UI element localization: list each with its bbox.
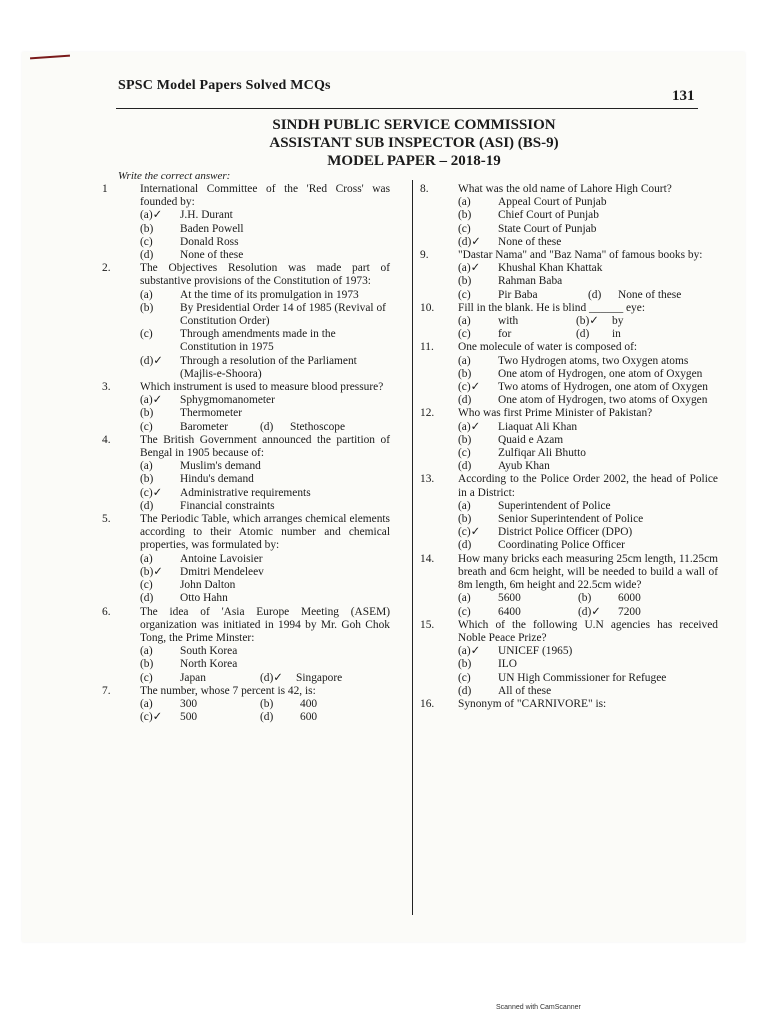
option-text: Two Hydrogen atoms, two Oxygen atoms	[498, 354, 689, 367]
option-label: (c)	[140, 420, 153, 433]
option-text: ILO	[498, 658, 517, 671]
option-text: 7200	[618, 605, 641, 618]
option-text: UN High Commissioner for Refugee	[498, 671, 667, 684]
option-text: Pir Baba	[498, 288, 538, 301]
question-4	[102, 433, 390, 513]
option-d	[458, 394, 718, 407]
option-label: (a)	[140, 288, 153, 301]
question-number: 6.	[102, 605, 111, 618]
option-label: (c)✓	[458, 526, 481, 539]
option-label: (c)	[140, 579, 153, 592]
option-text: Khushal Khan Khattak	[498, 262, 603, 275]
option-label: (d)	[458, 460, 472, 473]
book-title: SPSC Model Papers Solved MCQs	[118, 78, 331, 93]
option-text: Through a resolution of the Parliament (Majlis-e-Shoora)	[180, 354, 357, 380]
option-c	[140, 579, 390, 592]
option-text: Appeal Court of Punjab	[498, 196, 607, 209]
option-label: (d)	[458, 394, 472, 407]
option-text: State Court of Punjab	[498, 222, 597, 235]
option-text: Barometer	[180, 420, 229, 433]
question-text: Synonym of "CARNIVORE" is:	[458, 697, 607, 710]
option-label: (d)✓	[260, 671, 283, 684]
option-row	[458, 315, 718, 328]
option-text: Coordinating Police Officer	[498, 539, 625, 552]
option-label: (b)	[458, 513, 472, 526]
option-text: for	[498, 328, 512, 341]
option-a	[140, 645, 390, 658]
option-label: (a)✓	[458, 262, 481, 275]
option-a	[458, 262, 718, 275]
option-label: (c)	[140, 671, 153, 684]
option-b	[458, 368, 718, 381]
question-text: What was the old name of Lahore High Court?	[458, 183, 672, 195]
column-divider	[412, 180, 413, 915]
option-a	[458, 355, 718, 368]
question-16	[420, 697, 718, 711]
option-label: (c)	[458, 222, 471, 235]
question-number: 12.	[420, 407, 435, 420]
option-text: One atom of Hydrogen, two atoms of Oxygen	[498, 394, 708, 407]
option-label: (b)	[458, 275, 472, 288]
option-text: Senior Superintendent of Police	[498, 513, 644, 526]
option-label: (b)	[140, 658, 154, 671]
option-label: (b)✓	[140, 565, 163, 578]
option-label: (c)	[458, 328, 471, 341]
option-text: At the time of its promulgation in 1973	[180, 288, 359, 301]
option-text: Chief Court of Punjab	[498, 209, 599, 222]
option-c	[458, 223, 718, 236]
question-11	[420, 341, 718, 407]
option-text: 500	[180, 711, 198, 724]
option-row	[140, 698, 390, 711]
option-text: Two atoms of Hydrogen, one atom of Oxygen	[498, 381, 708, 394]
right-column	[420, 183, 718, 711]
option-text: North Korea	[180, 658, 238, 671]
option-a	[458, 500, 718, 513]
post-title: ASSISTANT SUB INSPECTOR (ASI) (BS-9)	[269, 135, 559, 151]
option-c	[140, 328, 390, 354]
option-text: with	[498, 315, 519, 328]
question-1	[102, 183, 390, 262]
option-label: (b)✓	[576, 315, 599, 328]
option-text: District Police Officer (DPO)	[498, 526, 633, 539]
option-label: (d)✓	[578, 605, 601, 618]
option-label: (c)✓	[458, 381, 481, 394]
option-text: Antoine Lavoisier	[180, 552, 263, 565]
option-d	[458, 460, 718, 473]
option-text: Donald Ross	[180, 235, 239, 248]
option-label: (d)	[458, 539, 472, 552]
option-label: (d)	[458, 684, 472, 697]
option-label: (c)	[458, 605, 471, 618]
option-label: (a)✓	[140, 394, 163, 407]
option-text: UNICEF (1965)	[498, 645, 573, 658]
option-a	[458, 421, 718, 434]
option-label: (a)	[458, 196, 471, 209]
option-label: (d)✓	[140, 354, 163, 367]
option-a	[140, 553, 390, 566]
option-label: (a)	[458, 592, 471, 605]
option-text: Through amendments made in the Constitution in 1975	[180, 328, 336, 354]
page-number: 131	[672, 88, 695, 104]
option-b	[458, 209, 718, 222]
question-8	[420, 183, 718, 249]
option-text: Sphygmomanometer	[180, 394, 275, 407]
option-label: (a)✓	[140, 209, 163, 222]
option-b	[458, 658, 718, 671]
question-14	[420, 552, 718, 619]
option-row	[458, 606, 718, 619]
question-10	[420, 301, 718, 342]
option-a	[140, 394, 390, 407]
option-c	[140, 236, 390, 249]
question-number: 3.	[102, 381, 111, 394]
option-c	[458, 526, 718, 539]
option-label: (a)	[140, 697, 153, 710]
question-text: The Objectives Resolution was made part of substantive provisions of the Constitution of 1973:	[140, 262, 390, 288]
option-label: (a)	[458, 499, 471, 512]
question-text: Which of the following U.N agencies has received Noble Peace Prize?	[458, 618, 718, 644]
question-number: 4.	[102, 433, 111, 446]
option-text: Thermometer	[180, 407, 242, 420]
option-text: Financial constraints	[180, 499, 275, 512]
option-label: (d)	[140, 499, 154, 512]
option-text: 300	[180, 697, 198, 710]
option-row	[458, 328, 718, 341]
option-label: (d)✓	[458, 235, 481, 248]
option-label: (d)	[140, 592, 154, 605]
left-column	[102, 183, 390, 724]
option-label: (d)	[260, 711, 274, 724]
option-b	[458, 275, 718, 288]
option-row	[458, 289, 718, 302]
question-number: 8.	[420, 183, 429, 195]
option-a	[458, 196, 718, 209]
option-label: (a)	[140, 460, 153, 473]
option-b	[458, 513, 718, 526]
option-label: (c)	[458, 671, 471, 684]
question-number: 7.	[102, 684, 111, 697]
question-number: 10.	[420, 301, 435, 314]
option-text: Japan	[180, 671, 206, 684]
option-c	[458, 381, 718, 394]
question-15	[420, 618, 718, 698]
option-label: (c)	[140, 328, 153, 341]
option-d	[458, 685, 718, 698]
question-6	[102, 605, 390, 685]
option-text: Ayub Khan	[498, 460, 550, 473]
option-text: Liaquat Ali Khan	[498, 420, 578, 433]
question-number: 1	[102, 183, 108, 195]
option-b	[140, 223, 390, 236]
header-rule	[116, 108, 698, 109]
paper-title: MODEL PAPER – 2018-19	[327, 153, 501, 169]
question-number: 11.	[420, 341, 434, 354]
option-label: (a)	[140, 645, 153, 658]
option-text: Administrative requirements	[180, 486, 311, 499]
option-label: (d)	[576, 328, 590, 341]
option-label: (b)	[578, 592, 592, 605]
option-label: (b)	[458, 367, 472, 380]
option-label: (d)	[140, 249, 154, 262]
question-7	[102, 684, 390, 725]
instruction: Write the correct answer:	[118, 170, 231, 182]
option-row	[140, 711, 390, 724]
question-number: 15.	[420, 618, 435, 631]
question-number: 14.	[420, 552, 435, 565]
commission-title: SINDH PUBLIC SERVICE COMMISSION	[272, 117, 556, 133]
option-label: (c)✓	[140, 486, 163, 499]
question-number: 16.	[420, 697, 435, 710]
option-text: J.H. Durant	[180, 209, 233, 222]
option-b	[140, 407, 390, 420]
option-c	[458, 672, 718, 685]
option-a	[458, 645, 718, 658]
option-d	[140, 500, 390, 513]
option-a	[140, 460, 390, 473]
option-label: (d)	[588, 288, 602, 301]
scanner-watermark: Scanned with CamScanner	[496, 1004, 581, 1011]
option-label: (b)	[458, 433, 472, 446]
question-5	[102, 513, 390, 605]
option-label: (a)	[458, 315, 471, 328]
option-text: Superintendent of Police	[498, 499, 611, 512]
question-text: The Periodic Table, which arranges chemical elements according to their Atomic number and chemical properties, was formulated by:	[140, 513, 390, 552]
option-b	[458, 434, 718, 447]
option-text: by	[612, 315, 624, 328]
option-text: None of these	[618, 288, 682, 301]
question-text: Which instrument is used to measure blood pressure?	[140, 381, 384, 394]
question-number: 9.	[420, 249, 429, 262]
option-text: South Korea	[180, 645, 238, 658]
option-text: 5600	[498, 592, 521, 605]
option-label: (b)	[140, 407, 154, 420]
option-text: Otto Hahn	[180, 592, 228, 605]
option-label: (b)	[458, 658, 472, 671]
option-row	[140, 672, 390, 685]
option-text: in	[612, 328, 621, 341]
question-3	[102, 381, 390, 434]
option-d	[140, 249, 390, 262]
option-b	[140, 566, 390, 579]
question-text: Who was first Prime Minister of Pakistan?	[458, 407, 653, 420]
option-c	[458, 447, 718, 460]
option-row	[458, 592, 718, 605]
option-a	[140, 289, 390, 302]
option-text: Singapore	[296, 671, 343, 684]
option-label: (b)	[458, 209, 472, 222]
option-d	[140, 355, 390, 381]
option-b	[140, 658, 390, 671]
question-number: 2.	[102, 262, 111, 275]
option-b	[140, 473, 390, 486]
question-text: International Committee of the 'Red Cross' was founded by:	[140, 183, 390, 209]
option-text: None of these	[180, 249, 244, 262]
option-text: Muslim's demand	[180, 460, 261, 473]
option-label: (c)	[140, 235, 153, 248]
option-d	[458, 539, 718, 552]
option-text: 6000	[618, 592, 641, 605]
question-12	[420, 407, 718, 473]
option-label: (b)	[140, 301, 154, 314]
option-text: None of these	[498, 235, 562, 248]
option-label: (c)✓	[140, 711, 163, 724]
question-text: The British Government announced the partition of Bengal in 1905 because of:	[140, 433, 390, 460]
option-d	[140, 592, 390, 605]
option-label: (a)	[140, 552, 153, 565]
option-label: (b)	[140, 473, 154, 486]
option-label: (d)	[260, 420, 274, 433]
question-text: How many bricks each measuring 25cm length, 11.25cm breath and 6cm height, will be needed to build a wall of 8m length, 6m height and 22.5cm wide?	[458, 552, 718, 592]
option-label: (c)	[458, 447, 471, 460]
option-label: (a)✓	[458, 420, 481, 433]
option-text: Stethoscope	[290, 420, 346, 433]
option-label: (c)	[458, 288, 471, 301]
option-text: Baden Powell	[180, 222, 244, 235]
option-a	[140, 209, 390, 222]
option-text: All of these	[498, 684, 552, 697]
question-number: 13.	[420, 473, 435, 486]
option-text: 600	[300, 711, 318, 724]
option-text: John Dalton	[180, 579, 236, 592]
option-c	[140, 487, 390, 500]
question-number: 5.	[102, 513, 111, 526]
option-text: Dmitri Mendeleev	[180, 565, 264, 578]
option-text: Rahman Baba	[498, 275, 563, 288]
option-label: (a)	[458, 354, 471, 367]
option-d	[458, 236, 718, 249]
question-9	[420, 249, 718, 302]
question-13	[420, 473, 718, 552]
question-text: Fill in the blank. He is blind ______ eye:	[458, 301, 645, 314]
option-text: By Presidential Order 14 of 1985 (Revival of Constitution Order)	[180, 301, 386, 328]
option-row	[140, 421, 390, 434]
option-label: (a)✓	[458, 645, 481, 658]
question-text: The number, whose 7 percent is 42, is:	[140, 684, 316, 697]
question-text: One molecule of water is composed of:	[458, 341, 638, 354]
question-2	[102, 262, 390, 381]
question-text: According to the Police Order 2002, the head of Police in a District:	[458, 473, 718, 499]
option-text: 400	[300, 697, 318, 710]
option-text: Quaid e Azam	[498, 433, 564, 446]
question-text: "Dastar Nama" and "Baz Nama" of famous books by:	[458, 249, 703, 262]
option-label: (b)	[140, 222, 154, 235]
option-label: (b)	[260, 697, 274, 710]
option-text: 6400	[498, 605, 521, 618]
option-text: One atom of Hydrogen, one atom of Oxygen	[498, 367, 703, 380]
option-b	[140, 302, 390, 328]
option-text: Hindu's demand	[180, 473, 254, 486]
option-text: Zulfiqar Ali Bhutto	[498, 447, 586, 460]
question-text: The idea of 'Asia Europe Meeting (ASEM) organization was initiated in 1994 by Mr. Goh Chok Tong, the Prime Minster:	[140, 605, 390, 644]
